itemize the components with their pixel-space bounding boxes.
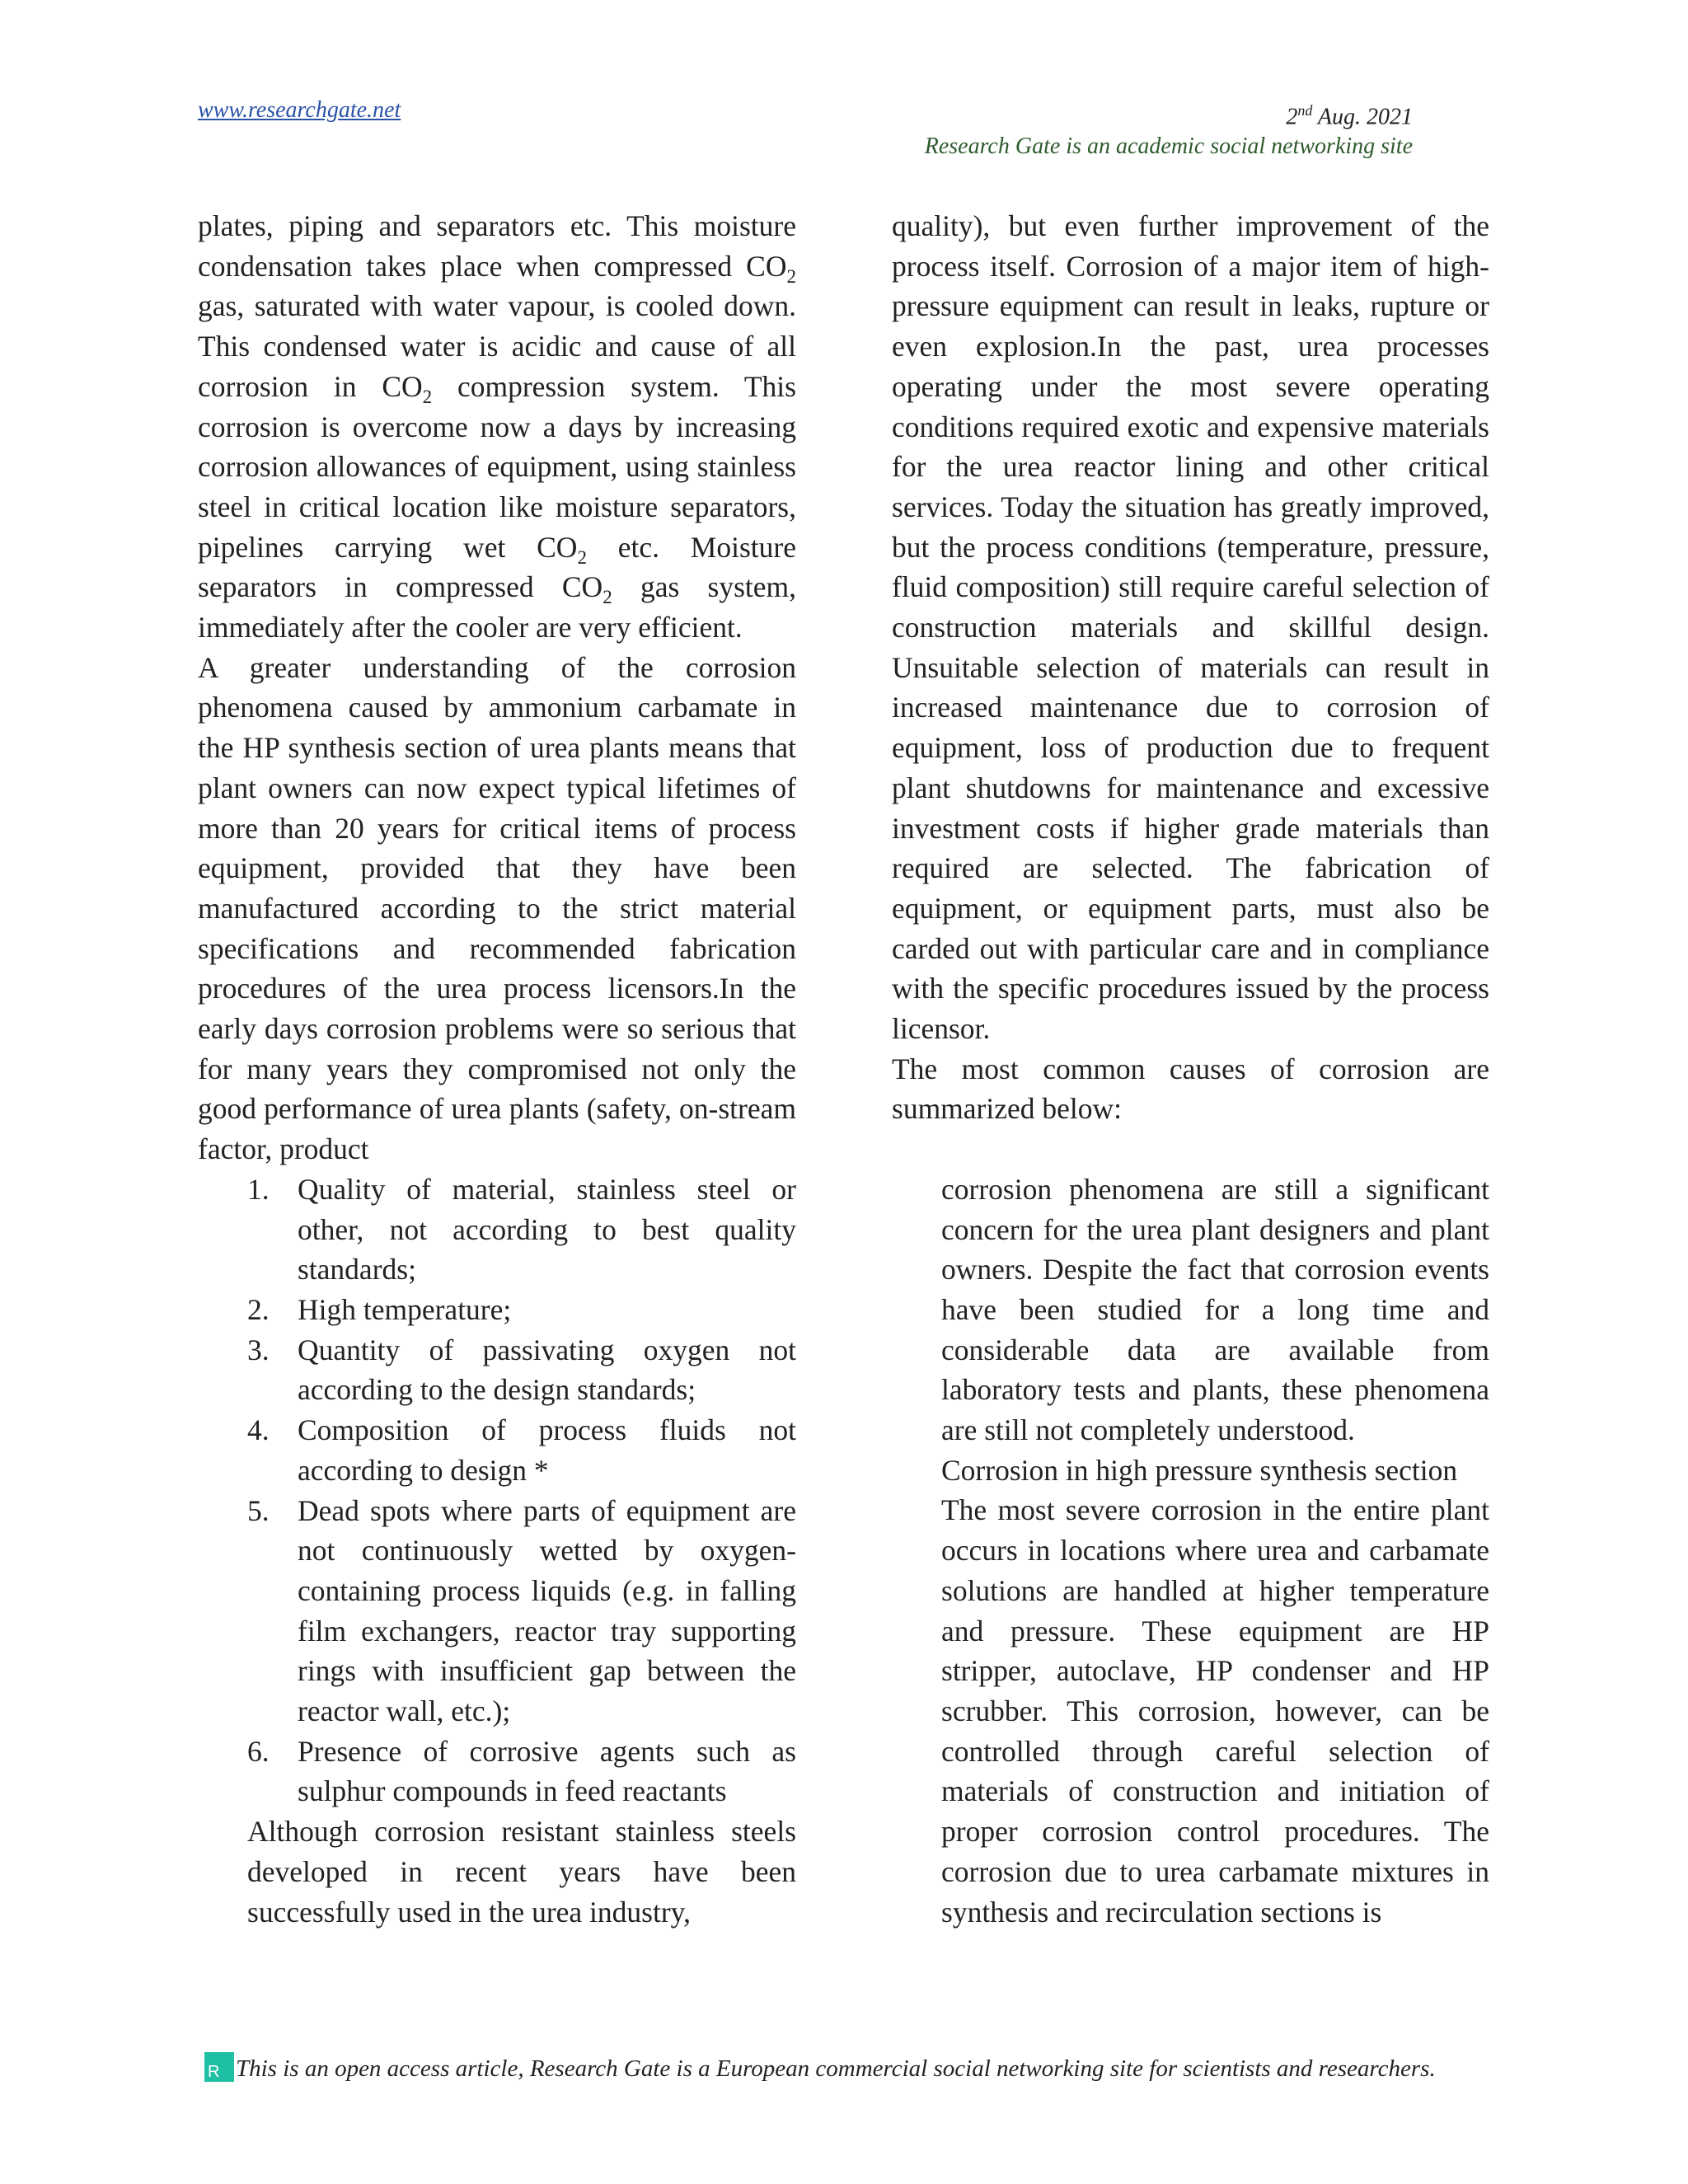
date-rest: Aug. 2021 [1312, 104, 1413, 130]
right-paragraph-3: corrosion phenomena are still a significant concern for the urea plant designers and plant owners. Despite the fact that corrosion events have been studied for a long time and considerable data are available from laboratory tests and plants, these phenomena are still not completely understood. [941, 1172, 1489, 1447]
header-info [925, 96, 1413, 162]
right-paragraph-1: quality), but even further improvement of the process itself. Corrosion of a major item of high-pressure equipment can result in leaks, rupture or even explosion.In the past, urea processes operating under the most severe operating conditions required exotic and expensive materials for the urea reactor lining and other critical services. Today the situation has greatly improved, but the process conditions (temperature, pressure, fluid composition) still require careful selection of construction materials and skillful design. Unsuitable selection of materials can result in increased maintenance due to corrosion of equipment, loss of production due to frequent plant shutdowns for maintenance and excessive investment costs if higher grade materials than required are selected. The fabrication of equipment, or equipment parts, must also be carded out with particular care and in compliance with the specific procedures issued by the process licensor. [892, 209, 1489, 1046]
left-paragraph-3: Although corrosion resistant stainless steels developed in recent years have been successfully used in the urea industry, [247, 1815, 796, 1929]
list-item: 5. Dead spots where parts of equipment are not continuously wetted by oxygen-containing process liquids (e.g. in falling film exchangers, reactor tray supporting rings with insufficient gap between the reactor wall, etc.); [247, 1493, 796, 1728]
date-day: 2 [1286, 104, 1298, 130]
corrosion-causes-list [198, 1169, 796, 1811]
right-column [892, 206, 1489, 1932]
section-heading-hp-synthesis: Corrosion in high pressure synthesis section [941, 1453, 1458, 1487]
list-item: 4. Composition of process fluids not according to design * [247, 1413, 796, 1487]
date-suffix: nd [1297, 102, 1313, 119]
list-item: 3. Quantity of passivating oxygen not according to the design standards; [247, 1333, 796, 1407]
right-paragraph-5: The most severe corrosion in the entire plant occurs in locations where urea and carbamate solutions are handled at higher temperature and pressure. These equipment are HP stripper, autoclave, HP condenser and HP scrubber. This corrosion, however, can be controlled through careful selection of materials of construction and initiation of proper corrosion control procedures. The corrosion due to urea carbamate mixtures in synthesis and recirculation sections is [941, 1493, 1489, 1929]
header-tagline: Research Gate is an academic social networking site [924, 134, 1413, 160]
left-paragraph-2: A greater understanding of the corrosion phenomena caused by ammonium carbamate in the HP synthesis section of urea plants means that plant owners can now expect typical lifetimes of more than 20 years for critical items of process equipment, provided that they have been manufactured according to the strict material specifications and recommended fabrication procedures of the urea process licensors.In the early days corrosion problems were so serious that for many years they compromised not only the good performance of urea plants (safety, on-stream factor, product [198, 650, 796, 1166]
researchgate-logo-icon: R [204, 2052, 234, 2082]
right-paragraph-2: The most common causes of corrosion are summarized below: [892, 1052, 1489, 1126]
header-website-link[interactable]: www.researchgate.net [198, 97, 401, 123]
list-item: 6. Presence of corrosive agents such as sulphur compounds in feed reactants [247, 1734, 796, 1808]
footer-notice: This is an open access article, Research Gate is a European commercial social networking site for scientists and researchers. [236, 2055, 1436, 2082]
list-item: 1. Quality of material, stainless steel or other, not according to best quality standards; [247, 1172, 796, 1286]
left-paragraph-1: plates, piping and separators etc. This moisture condensation takes place when compressed $CO_2$ gas, saturated with water vapour, is cooled down. This condensed water is acidic and cause of all corrosion in $CO_2$ compression system. This corrosion is overcome now a days by increasing corrosion allowances of equipment, using stainless steel in critical location like moisture separators, pipelines carrying wet $CO_2$ etc. Moisture separators in compressed $CO_2$ gas system, immediately after the cooler are very efficient. [198, 209, 797, 644]
header-date [925, 96, 1413, 132]
list-item: 2. High temperature; [247, 1292, 512, 1326]
paragraph-gap [892, 1129, 1489, 1169]
left-column [198, 206, 796, 1932]
